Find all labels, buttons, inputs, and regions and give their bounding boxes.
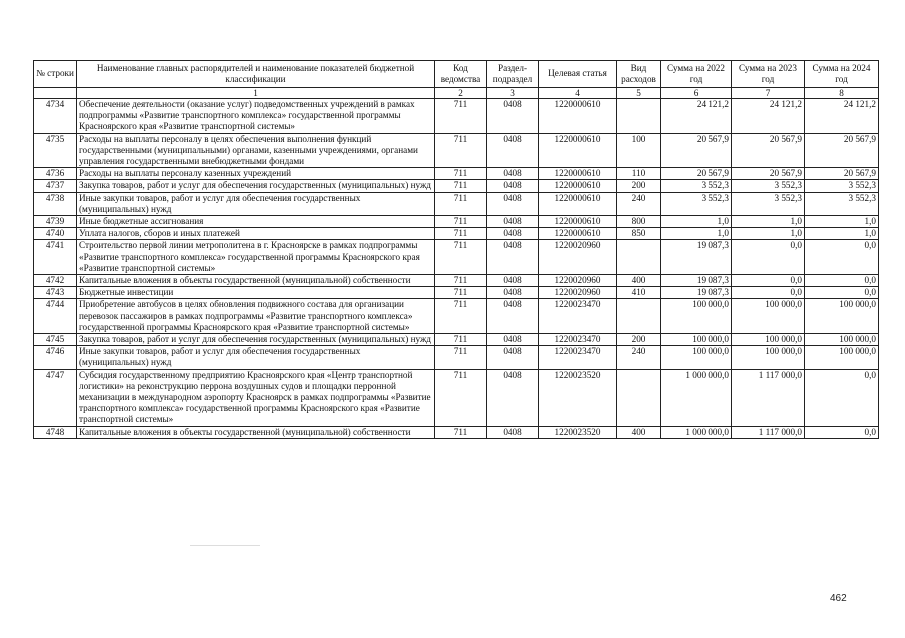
ved-cell: 711 — [435, 334, 487, 346]
sum-2024-cell: 1,0 — [805, 228, 879, 240]
sum-2022-cell: 100 000,0 — [661, 334, 732, 346]
colnum: 4 — [539, 88, 617, 99]
name-cell: Капитальные вложения в объекты государственной (муниципальной) собственности — [77, 426, 435, 438]
row-number-cell: 4744 — [34, 299, 77, 334]
target-cell: 1220023470 — [539, 346, 617, 369]
row-number-cell: 4739 — [34, 216, 77, 228]
colnum — [34, 88, 77, 99]
table-row — [34, 133, 879, 168]
razdel-cell: 0408 — [487, 287, 539, 299]
sum-2022-cell: 19 087,3 — [661, 287, 732, 299]
row-number-cell: 4740 — [34, 228, 77, 240]
target-cell: 1220020960 — [539, 240, 617, 275]
row-number-cell: 4741 — [34, 240, 77, 275]
header-ved: Код ведомства — [435, 61, 487, 88]
name-cell: Обеспечение деятельности (оказание услуг) подведомственных учреждений в рамках подпрограммы «Развитие транспортного комплекса» государственной программы Красноярского края «Развитие транспортной системы» — [77, 99, 435, 134]
row-number-cell: 4742 — [34, 275, 77, 287]
ved-cell: 711 — [435, 216, 487, 228]
expense-type-cell: 200 — [617, 334, 661, 346]
name-cell: Приобретение автобусов в целях обновления подвижного состава для организации перевозок пассажиров в рамках подпрограммы «Развитие транспортного комплекса» государственной программы Красноярского края «Развитие транспортной системы» — [77, 299, 435, 334]
razdel-cell: 0408 — [487, 299, 539, 334]
sum-2023-cell: 20 567,9 — [732, 133, 805, 168]
sum-2023-cell: 1,0 — [732, 216, 805, 228]
table-row — [34, 287, 879, 299]
sum-2023-cell: 3 552,3 — [732, 180, 805, 192]
ved-cell: 711 — [435, 180, 487, 192]
sum-2024-cell: 3 552,3 — [805, 192, 879, 215]
row-number-cell: 4738 — [34, 192, 77, 215]
target-cell: 1220020960 — [539, 275, 617, 287]
target-cell: 1220000610 — [539, 99, 617, 134]
razdel-cell: 0408 — [487, 334, 539, 346]
ved-cell: 711 — [435, 287, 487, 299]
table-row — [34, 334, 879, 346]
table-row — [34, 369, 879, 426]
expense-type-cell — [617, 240, 661, 275]
sum-2023-cell: 0,0 — [732, 275, 805, 287]
name-cell: Бюджетные инвестиции — [77, 287, 435, 299]
sum-2024-cell: 20 567,9 — [805, 168, 879, 180]
table-row — [34, 299, 879, 334]
sum-2022-cell: 20 567,9 — [661, 133, 732, 168]
expense-type-cell: 200 — [617, 180, 661, 192]
row-number-cell: 4736 — [34, 168, 77, 180]
sum-2023-cell: 24 121,2 — [732, 99, 805, 134]
ved-cell: 711 — [435, 299, 487, 334]
name-cell: Закупка товаров, работ и услуг для обеспечения государственных (муниципальных) нужд — [77, 334, 435, 346]
colnum: 6 — [661, 88, 732, 99]
ved-cell: 711 — [435, 275, 487, 287]
row-number-cell: 4746 — [34, 346, 77, 369]
name-cell: Иные закупки товаров, работ и услуг для обеспечения государственных (муниципальных) нужд — [77, 346, 435, 369]
expense-type-cell — [617, 99, 661, 134]
name-cell: Капитальные вложения в объекты государственной (муниципальной) собственности — [77, 275, 435, 287]
ved-cell: 711 — [435, 240, 487, 275]
sum-2024-cell: 24 121,2 — [805, 99, 879, 134]
colnum: 3 — [487, 88, 539, 99]
sum-2023-cell: 20 567,9 — [732, 168, 805, 180]
sum-2023-cell: 100 000,0 — [732, 334, 805, 346]
row-number-cell: 4735 — [34, 133, 77, 168]
table-row — [34, 99, 879, 134]
razdel-cell: 0408 — [487, 275, 539, 287]
table-row — [34, 216, 879, 228]
ved-cell: 711 — [435, 426, 487, 438]
name-cell: Субсидия государственному предприятию Красноярского края «Центр транспортной логистики» на реконструкцию перрона воздушных судов и площадки перронной механизации в международном аэропорту Красноярск в рамках подпрограммы «Развитие транспортного комплекса» государственной программы Красноярского края «Развитие транспортной системы» — [77, 369, 435, 426]
razdel-cell: 0408 — [487, 240, 539, 275]
budget-table — [33, 60, 879, 439]
table-row — [34, 228, 879, 240]
header-sum-2022: Сумма на 2022 год — [661, 61, 732, 88]
sum-2022-cell: 1,0 — [661, 228, 732, 240]
sum-2023-cell: 100 000,0 — [732, 299, 805, 334]
target-cell: 1220000610 — [539, 180, 617, 192]
name-cell: Строительство первой линии метрополитена в г. Красноярске в рамках подпрограммы «Развитие транспортного комплекса» государственной программы Красноярского края «Развитие транспортной системы» — [77, 240, 435, 275]
target-cell: 1220000610 — [539, 168, 617, 180]
razdel-cell: 0408 — [487, 369, 539, 426]
ved-cell: 711 — [435, 99, 487, 134]
expense-type-cell: 850 — [617, 228, 661, 240]
sum-2022-cell: 20 567,9 — [661, 168, 732, 180]
sum-2024-cell: 0,0 — [805, 240, 879, 275]
header-razdel: Раздел-подраздел — [487, 61, 539, 88]
table-body — [34, 99, 879, 439]
sum-2022-cell: 19 087,3 — [661, 240, 732, 275]
name-cell: Уплата налогов, сборов и иных платежей — [77, 228, 435, 240]
colnum: 7 — [732, 88, 805, 99]
table-header — [34, 61, 879, 99]
sum-2022-cell: 100 000,0 — [661, 346, 732, 369]
razdel-cell: 0408 — [487, 228, 539, 240]
sum-2024-cell: 100 000,0 — [805, 346, 879, 369]
row-number-cell: 4743 — [34, 287, 77, 299]
table-row — [34, 168, 879, 180]
table-row — [34, 180, 879, 192]
sum-2022-cell: 24 121,2 — [661, 99, 732, 134]
expense-type-cell — [617, 299, 661, 334]
target-cell: 1220023520 — [539, 426, 617, 438]
sum-2022-cell: 100 000,0 — [661, 299, 732, 334]
row-number-cell: 4734 — [34, 99, 77, 134]
sum-2022-cell: 1,0 — [661, 216, 732, 228]
scan-artifact — [190, 545, 260, 546]
expense-type-cell: 800 — [617, 216, 661, 228]
expense-type-cell: 410 — [617, 287, 661, 299]
expense-type-cell — [617, 369, 661, 426]
expense-type-cell: 100 — [617, 133, 661, 168]
row-number-cell: 4745 — [34, 334, 77, 346]
table-row — [34, 275, 879, 287]
sum-2024-cell: 20 567,9 — [805, 133, 879, 168]
header-expense-type: Вид расходов — [617, 61, 661, 88]
row-number-cell: 4737 — [34, 180, 77, 192]
sum-2023-cell: 0,0 — [732, 240, 805, 275]
target-cell: 1220020960 — [539, 287, 617, 299]
razdel-cell: 0408 — [487, 99, 539, 134]
header-target: Целевая статья — [539, 61, 617, 88]
expense-type-cell: 110 — [617, 168, 661, 180]
header-sum-2023: Сумма на 2023 год — [732, 61, 805, 88]
colnum: 1 — [77, 88, 435, 99]
sum-2022-cell: 3 552,3 — [661, 192, 732, 215]
ved-cell: 711 — [435, 346, 487, 369]
razdel-cell: 0408 — [487, 168, 539, 180]
header-name: Наименование главных распорядителей и наименование показателей бюджетной классификации — [77, 61, 435, 88]
colnum: 8 — [805, 88, 879, 99]
sum-2023-cell: 100 000,0 — [732, 346, 805, 369]
razdel-cell: 0408 — [487, 192, 539, 215]
ved-cell: 711 — [435, 192, 487, 215]
target-cell: 1220023520 — [539, 369, 617, 426]
expense-type-cell: 240 — [617, 192, 661, 215]
page-number: 462 — [830, 593, 847, 604]
table-row — [34, 426, 879, 438]
colnum: 5 — [617, 88, 661, 99]
sum-2023-cell: 1 117 000,0 — [732, 369, 805, 426]
name-cell: Иные закупки товаров, работ и услуг для обеспечения государственных (муниципальных) нужд — [77, 192, 435, 215]
name-cell: Расходы на выплаты персоналу казенных учреждений — [77, 168, 435, 180]
ved-cell: 711 — [435, 133, 487, 168]
sum-2023-cell: 0,0 — [732, 287, 805, 299]
column-number-row — [34, 88, 879, 99]
razdel-cell: 0408 — [487, 133, 539, 168]
sum-2023-cell: 1 117 000,0 — [732, 426, 805, 438]
razdel-cell: 0408 — [487, 346, 539, 369]
target-cell: 1220023470 — [539, 334, 617, 346]
ved-cell: 711 — [435, 168, 487, 180]
name-cell: Иные бюджетные ассигнования — [77, 216, 435, 228]
target-cell: 1220000610 — [539, 133, 617, 168]
table-row — [34, 192, 879, 215]
sum-2023-cell: 3 552,3 — [732, 192, 805, 215]
header-row-number: № строки — [34, 61, 77, 88]
sum-2024-cell: 0,0 — [805, 369, 879, 426]
colnum: 2 — [435, 88, 487, 99]
target-cell: 1220000610 — [539, 228, 617, 240]
sum-2024-cell: 100 000,0 — [805, 299, 879, 334]
sum-2023-cell: 1,0 — [732, 228, 805, 240]
razdel-cell: 0408 — [487, 426, 539, 438]
expense-type-cell: 400 — [617, 275, 661, 287]
ved-cell: 711 — [435, 369, 487, 426]
sum-2024-cell: 3 552,3 — [805, 180, 879, 192]
name-cell: Расходы на выплаты персоналу в целях обеспечения выполнения функций государственными (муниципальными) органами, казенными учреждениями, органами управления государственными внебюджетными фондами — [77, 133, 435, 168]
expense-type-cell: 400 — [617, 426, 661, 438]
name-cell: Закупка товаров, работ и услуг для обеспечения государственных (муниципальных) нужд — [77, 180, 435, 192]
sum-2022-cell: 1 000 000,0 — [661, 369, 732, 426]
row-number-cell: 4748 — [34, 426, 77, 438]
razdel-cell: 0408 — [487, 180, 539, 192]
target-cell: 1220000610 — [539, 192, 617, 215]
razdel-cell: 0408 — [487, 216, 539, 228]
ved-cell: 711 — [435, 228, 487, 240]
table-row — [34, 240, 879, 275]
sum-2022-cell: 1 000 000,0 — [661, 426, 732, 438]
row-number-cell: 4747 — [34, 369, 77, 426]
sum-2022-cell: 19 087,3 — [661, 275, 732, 287]
sum-2022-cell: 3 552,3 — [661, 180, 732, 192]
sum-2024-cell: 0,0 — [805, 287, 879, 299]
header-sum-2024: Сумма на 2024 год — [805, 61, 879, 88]
target-cell: 1220000610 — [539, 216, 617, 228]
table-row — [34, 346, 879, 369]
sum-2024-cell: 0,0 — [805, 275, 879, 287]
expense-type-cell: 240 — [617, 346, 661, 369]
sum-2024-cell: 0,0 — [805, 426, 879, 438]
sum-2024-cell: 1,0 — [805, 216, 879, 228]
target-cell: 1220023470 — [539, 299, 617, 334]
sum-2024-cell: 100 000,0 — [805, 334, 879, 346]
